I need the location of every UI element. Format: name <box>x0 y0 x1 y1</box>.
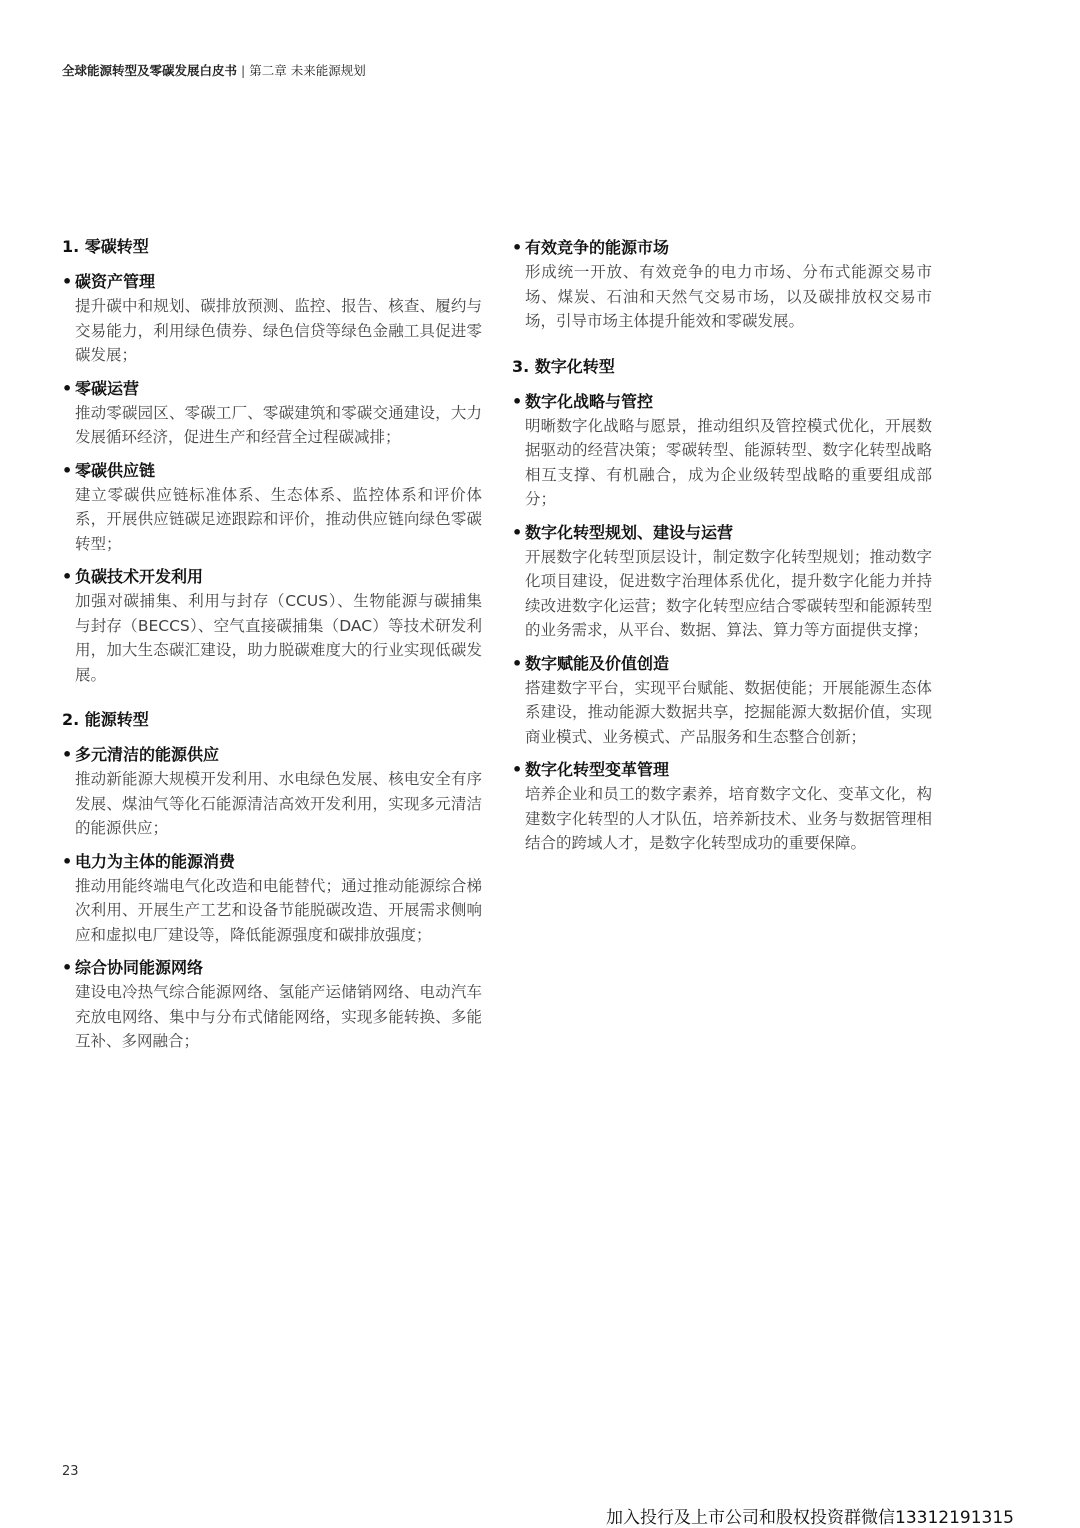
item-body: 加强对碳捕集、利用与封存（CCUS）、生物能源与碳捕集与封存（BECCS）、空气直接碳捕集（DAC）等技术研发利用，加大生态碳汇建设，助力脱碳难度大的行业实现低碳发展。 <box>75 592 482 684</box>
running-header <box>62 61 366 79</box>
item-title: • 有效竞争的能源市场 <box>512 236 932 260</box>
list-item <box>62 565 482 687</box>
list-item <box>512 236 932 334</box>
section-energy <box>62 709 482 1054</box>
header-separator: | <box>241 63 246 78</box>
item-body: 推动新能源大规模开发利用、水电绿色发展、核电安全有序发展、煤油气等化石能源清洁高效开发利用，实现多元清洁的能源供应； <box>75 770 482 837</box>
item-body: 推动用能终端电气化改造和电能替代；通过推动能源综合梯次利用、开展生产工艺和设备节能脱碳改造、开展需求侧响应和虚拟电厂建设等，降低能源强度和碳排放强度； <box>75 876 482 944</box>
footer-watermark-text: 加入投行及上市公司和股权投资群微信13312191315 <box>606 1508 1014 1528</box>
item-title: • 数字化战略与管控 <box>512 390 932 414</box>
item-body: 形成统一开放、有效竞争的电力市场、分布式能源交易市场、煤炭、石油和天然气交易市场，以及碳排放权交易市场，引导市场主体提升能效和零碳发展。 <box>525 263 932 330</box>
list-item <box>62 270 482 368</box>
item-title: • 数字化转型规划、建设与运营 <box>512 521 932 545</box>
list-item <box>62 459 482 557</box>
item-body: 开展数字化转型顶层设计，制定数字化转型规划；推动数字化项目建设，促进数字治理体系优化，提升数字化能力并持续改进数字化运营；数字化转型应结合零碳转型和能源转型的业务需求，从平台、数据、算法、算力等方面提供支撑； <box>525 547 932 639</box>
list-item <box>512 758 932 856</box>
item-body: 培养企业和员工的数字素养，培育数字文化、变革文化，构建数字化转型的人才队伍，培养新技术、业务与数据管理相结合的跨域人才，是数字化转型成功的重要保障。 <box>525 785 932 852</box>
item-title: • 零碳供应链 <box>62 459 482 483</box>
section-energy-continued <box>512 236 932 334</box>
left-column <box>62 236 482 1076</box>
list-item <box>62 743 482 841</box>
item-title: • 综合协同能源网络 <box>62 956 482 980</box>
item-title: • 数字赋能及价值创造 <box>512 652 932 676</box>
section-zero-carbon <box>62 236 482 687</box>
item-title: • 负碳技术开发利用 <box>62 565 482 589</box>
item-body: 建立零碳供应链标准体系、生态体系、监控体系和评价体系，开展供应链碳足迹跟踪和评价，推动供应链向绿色零碳转型； <box>75 485 482 553</box>
list-item <box>62 850 482 948</box>
item-title: • 碳资产管理 <box>62 270 482 294</box>
item-body: 明晰数字化战略与愿景，推动组织及管控模式优化，开展数据驱动的经营决策；零碳转型、能源转型、数字化转型战略相互支撑、有机融合，成为企业级转型战略的重要组成部分； <box>525 416 932 508</box>
list-item <box>512 521 932 643</box>
item-title: • 数字化转型变革管理 <box>512 758 932 782</box>
section-title: 1. 零碳转型 <box>62 237 149 256</box>
item-title: • 多元清洁的能源供应 <box>62 743 482 767</box>
item-title: • 电力为主体的能源消费 <box>62 850 482 874</box>
page-number: 23 <box>62 1464 79 1479</box>
list-item <box>512 652 932 750</box>
item-body: 推动零碳园区、零碳工厂、零碳建筑和零碳交通建设，大力发展循环经济，促进生产和经营全过程碳减排； <box>75 403 482 446</box>
list-item <box>62 377 482 450</box>
document-title: 全球能源转型及零碳发展白皮书 <box>62 63 238 78</box>
list-item <box>62 956 482 1054</box>
section-digital <box>512 356 932 856</box>
item-title: • 零碳运营 <box>62 377 482 401</box>
right-column <box>512 236 932 878</box>
section-title: 2. 能源转型 <box>62 710 149 729</box>
item-body: 搭建数字平台，实现平台赋能、数据使能；开展能源生态体系建设，推动能源大数据共享，挖掘能源大数据价值，实现商业模式、业务模式、产品服务和生态整合创新； <box>525 678 932 746</box>
item-body: 提升碳中和规划、碳排放预测、监控、报告、核查、履约与交易能力，利用绿色债券、绿色信贷等绿色金融工具促进零碳发展； <box>75 297 482 364</box>
section-title: 3. 数字化转型 <box>512 356 615 376</box>
list-item <box>512 390 932 512</box>
chapter-title: 第二章 未来能源规划 <box>249 63 366 78</box>
item-body: 建设电冷热气综合能源网络、氢能产运储销网络、电动汽车充放电网络、集中与分布式储能网络，实现多能转换、多能互补、多网融合； <box>75 983 482 1050</box>
